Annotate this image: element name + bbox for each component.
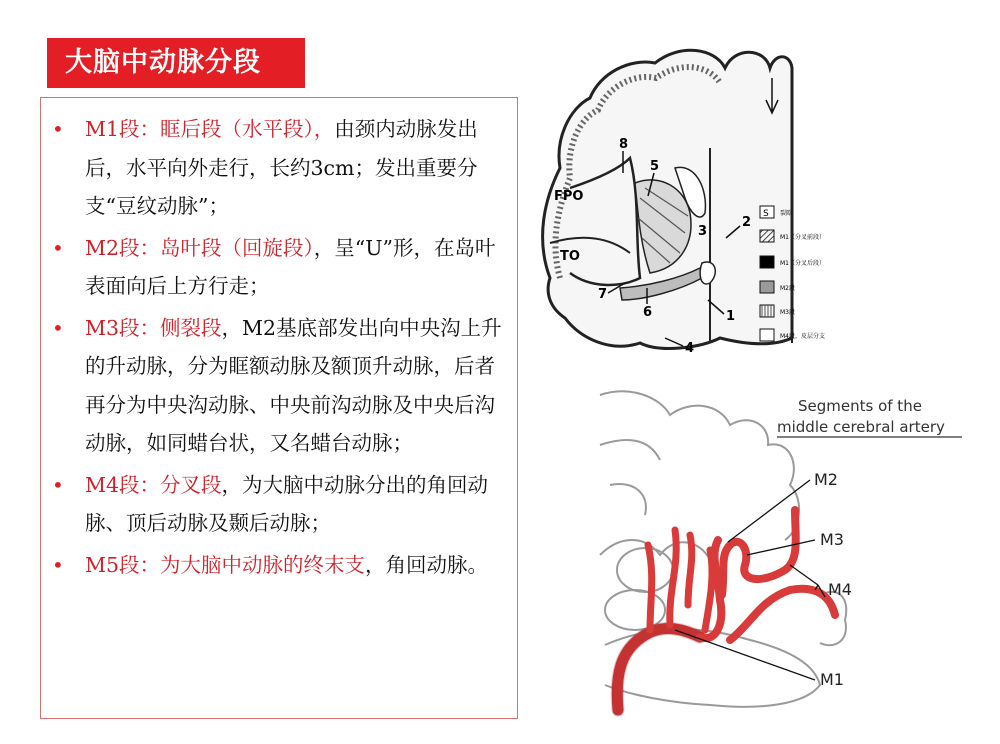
legend-label: 裂隙 bbox=[780, 210, 793, 217]
bullet-icon: • bbox=[52, 117, 64, 141]
region-label: TO bbox=[560, 249, 580, 264]
segment-text: ，角回动脉。 bbox=[365, 552, 489, 577]
list-item-m5 bbox=[52, 546, 503, 585]
diagram-caption-line1: Segments of the bbox=[798, 397, 922, 415]
number-label: 2 bbox=[742, 215, 752, 230]
segment-label: M3段：侧裂段 bbox=[85, 315, 222, 340]
segment-marker: M2 bbox=[814, 470, 838, 489]
legend-label: M3段 bbox=[780, 309, 795, 316]
lateral-artery-diagram bbox=[590, 385, 990, 725]
segment-label: M2段：岛叶段（回旋段） bbox=[85, 235, 314, 260]
segment-marker: M4 bbox=[828, 580, 852, 599]
list-item-m3 bbox=[52, 309, 503, 463]
segment-label: M4段：分叉段 bbox=[85, 472, 222, 497]
segment-description-box bbox=[40, 97, 518, 719]
diagram-caption-line2: middle cerebral artery bbox=[777, 418, 945, 436]
legend-key: S bbox=[763, 209, 769, 219]
segment-marker: M3 bbox=[820, 530, 844, 549]
number-label: 6 bbox=[643, 305, 653, 320]
segment-list bbox=[41, 98, 517, 584]
number-label: 7 bbox=[598, 287, 608, 302]
segment-marker: M1 bbox=[820, 670, 844, 689]
segment-label: M1段：眶后段（水平段）， bbox=[85, 117, 335, 141]
legend-label: M1（分叉前段） bbox=[780, 234, 825, 241]
bullet-icon: • bbox=[52, 552, 64, 577]
legend-label: M2段 bbox=[780, 285, 795, 292]
segment-text: ，呈“U”形，在岛叶表面向后上方行走； bbox=[85, 235, 496, 298]
coronal-section-diagram bbox=[530, 38, 870, 368]
list-item-m4 bbox=[52, 466, 503, 543]
segment-text: ，M2基底部发出向中央沟上升的升动脉，分为眶额动脉及额顶升动脉，后者再分为中央沟动脉、中央前沟动脉及中央后沟动脉，如同蜡台状，又名蜡台动脉； bbox=[85, 315, 502, 455]
number-label: 3 bbox=[698, 224, 708, 239]
segment-text: ，为大脑中动脉分出的角回动脉、顶后动脉及颞后动脉； bbox=[85, 472, 489, 535]
bullet-icon: • bbox=[52, 315, 64, 340]
number-label: 5 bbox=[650, 159, 660, 174]
bullet-icon: • bbox=[52, 472, 64, 497]
number-label: 1 bbox=[726, 309, 736, 324]
legend-label: M4段，皮层分支 bbox=[780, 333, 825, 340]
legend-label: M1（分叉后段） bbox=[780, 260, 825, 267]
segment-label: M5段：为大脑中动脉的终末支 bbox=[85, 552, 366, 577]
region-label: FPO bbox=[554, 189, 584, 204]
number-label: 4 bbox=[685, 341, 695, 356]
list-item-m1 bbox=[52, 110, 503, 226]
page-title: 大脑中动脉分段 bbox=[47, 38, 305, 88]
bullet-icon: • bbox=[52, 235, 64, 260]
number-label: 8 bbox=[619, 137, 629, 152]
list-item-m2 bbox=[52, 229, 503, 306]
segment-text: 由颈内动脉发出后，水平向外走行，长约3cm；发出重要分支“豆纹动脉”； bbox=[85, 117, 478, 218]
